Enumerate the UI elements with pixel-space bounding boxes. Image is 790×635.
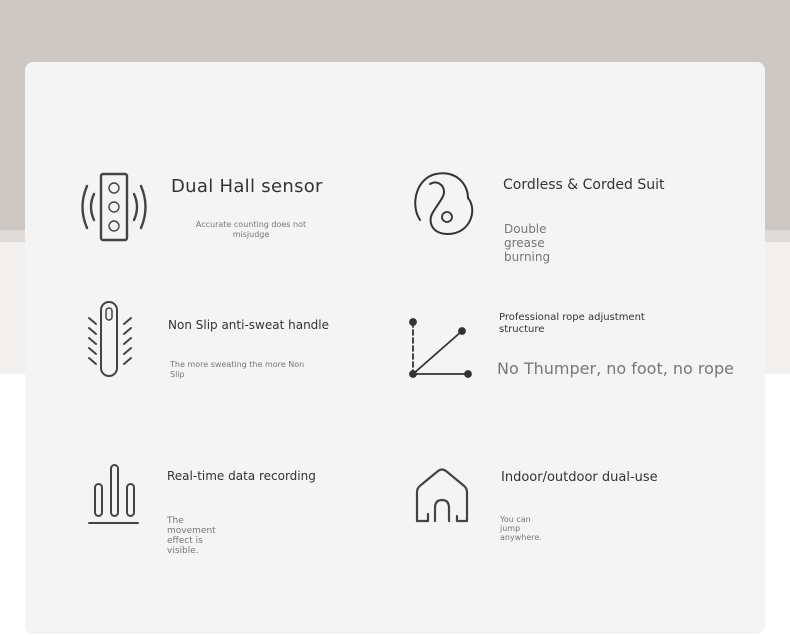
feature-title: Indoor/outdoor dual-use [501,470,658,485]
feature-subtitle: Accurate counting does not misjudge [195,220,307,239]
bar-chart-icon [86,462,142,528]
feature-title: Cordless & Corded Suit [503,177,665,193]
rope-adjust-icon [406,316,476,382]
feature-title: Real-time data recording [167,469,316,483]
handle-grip-icon [84,300,136,380]
feature-subtitle: No Thumper, no foot, no rope [497,359,734,378]
feature-subtitle: The more sweating the more Non Slip [170,360,305,379]
feature-title: Non Slip anti-sweat handle [168,318,330,332]
feature-subtitle: Double grease burning [504,222,551,264]
feature-subtitle: The movement effect is visible. [167,516,216,556]
features-card [25,62,765,634]
sensor-icon [78,170,150,244]
cord-loop-icon [410,170,482,238]
feature-title: Dual Hall sensor [171,176,323,197]
feature-subtitle: You can jump anywhere. [500,515,542,542]
feature-title: Professional rope adjustment structure [499,312,645,335]
home-icon [412,466,474,528]
